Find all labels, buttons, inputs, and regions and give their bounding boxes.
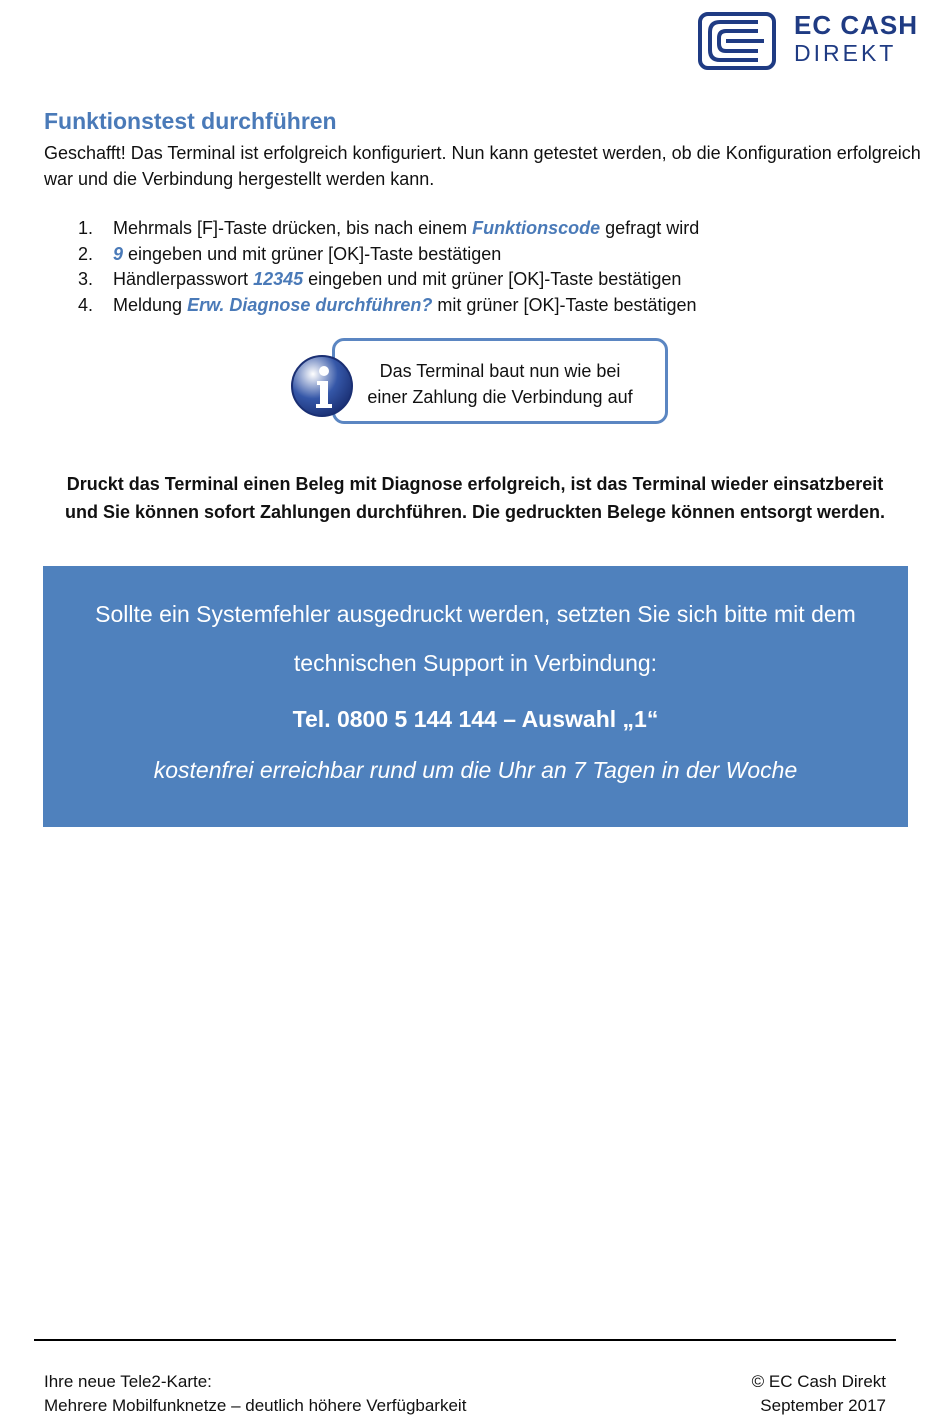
info-box xyxy=(332,338,668,424)
info-line-2: einer Zahlung die Verbindung auf xyxy=(367,387,633,407)
footer-left-line-2: Mehrere Mobilfunknetze – deutlich höhere Verfügbarkeit xyxy=(44,1396,467,1415)
step-number: 3. xyxy=(78,269,94,289)
note-line-1: Druckt das Terminal einen Beleg mit Diagnose erfolgreich, ist das Terminal wieder einsatzbereit xyxy=(66,474,884,494)
ec-cash-logo-icon xyxy=(698,12,776,70)
step-highlight: 12345 xyxy=(253,269,304,289)
success-note xyxy=(44,470,906,526)
page-title: Funktionstest durchführen xyxy=(44,108,337,134)
footer-right xyxy=(752,1370,886,1418)
step-number: 1. xyxy=(78,218,94,238)
step-item xyxy=(78,216,699,242)
footer-divider xyxy=(34,1339,896,1341)
logo-text xyxy=(794,12,918,65)
footer-left xyxy=(44,1370,466,1418)
step-highlight: Erw. Diagnose durchführen? xyxy=(187,294,433,315)
step-item xyxy=(78,242,699,268)
support-phone: Tel. 0800 5 144 144 – Auswahl „1“ xyxy=(292,706,659,732)
info-callout xyxy=(290,338,680,432)
intro-paragraph: Geschafft! Das Terminal ist erfolgreich konfiguriert. Nun kann getestet werden, ob die Konfiguration erfolgreich war und die Verbindung hergestellt werden kann. xyxy=(44,143,921,189)
step-item xyxy=(78,293,699,319)
step-text: Meldung xyxy=(113,294,188,315)
step-text: Mehrmals [F]-Taste drücken, bis nach einem xyxy=(113,218,473,238)
step-highlight: 9 xyxy=(113,243,124,264)
info-line-1: Das Terminal baut nun wie bei xyxy=(379,361,621,381)
step-text: mit grüner [OK]-Taste bestätigen xyxy=(432,294,697,315)
info-icon xyxy=(290,354,354,418)
company-logo xyxy=(698,12,928,72)
support-text xyxy=(43,590,908,688)
note-line-2: und Sie können sofort Zahlungen durchführen. Die gedruckten Belege können entsorgt werden. xyxy=(64,502,886,522)
footer-left-line-1: Ihre neue Tele2-Karte: xyxy=(44,1372,212,1391)
support-line-1: Sollte ein Systemfehler ausgedruckt werden, setzten Sie sich bitte mit dem xyxy=(95,601,856,627)
footer-copyright: © EC Cash Direkt xyxy=(751,1372,886,1391)
step-text: eingeben und mit grüner [OK]-Taste bestätigen xyxy=(123,243,502,264)
logo-line-1: EC CASH xyxy=(794,10,919,40)
footer-date: September 2017 xyxy=(760,1396,886,1415)
logo-line-2: DIREKT xyxy=(794,40,897,66)
support-line-2: technischen Support in Verbindung: xyxy=(293,650,658,676)
support-availability: kostenfrei erreichbar rund um die Uhr an 7 Tagen in der Woche xyxy=(153,757,798,783)
step-text: gefragt wird xyxy=(600,218,700,238)
step-number: 2. xyxy=(78,243,94,264)
step-item xyxy=(78,267,699,293)
step-number: 4. xyxy=(78,294,94,315)
steps-list xyxy=(78,216,699,318)
step-highlight: Funktionscode xyxy=(472,218,601,238)
step-text: Händlerpasswort xyxy=(113,269,254,289)
step-text: eingeben und mit grüner [OK]-Taste bestätigen xyxy=(303,269,682,289)
support-box xyxy=(43,566,908,827)
